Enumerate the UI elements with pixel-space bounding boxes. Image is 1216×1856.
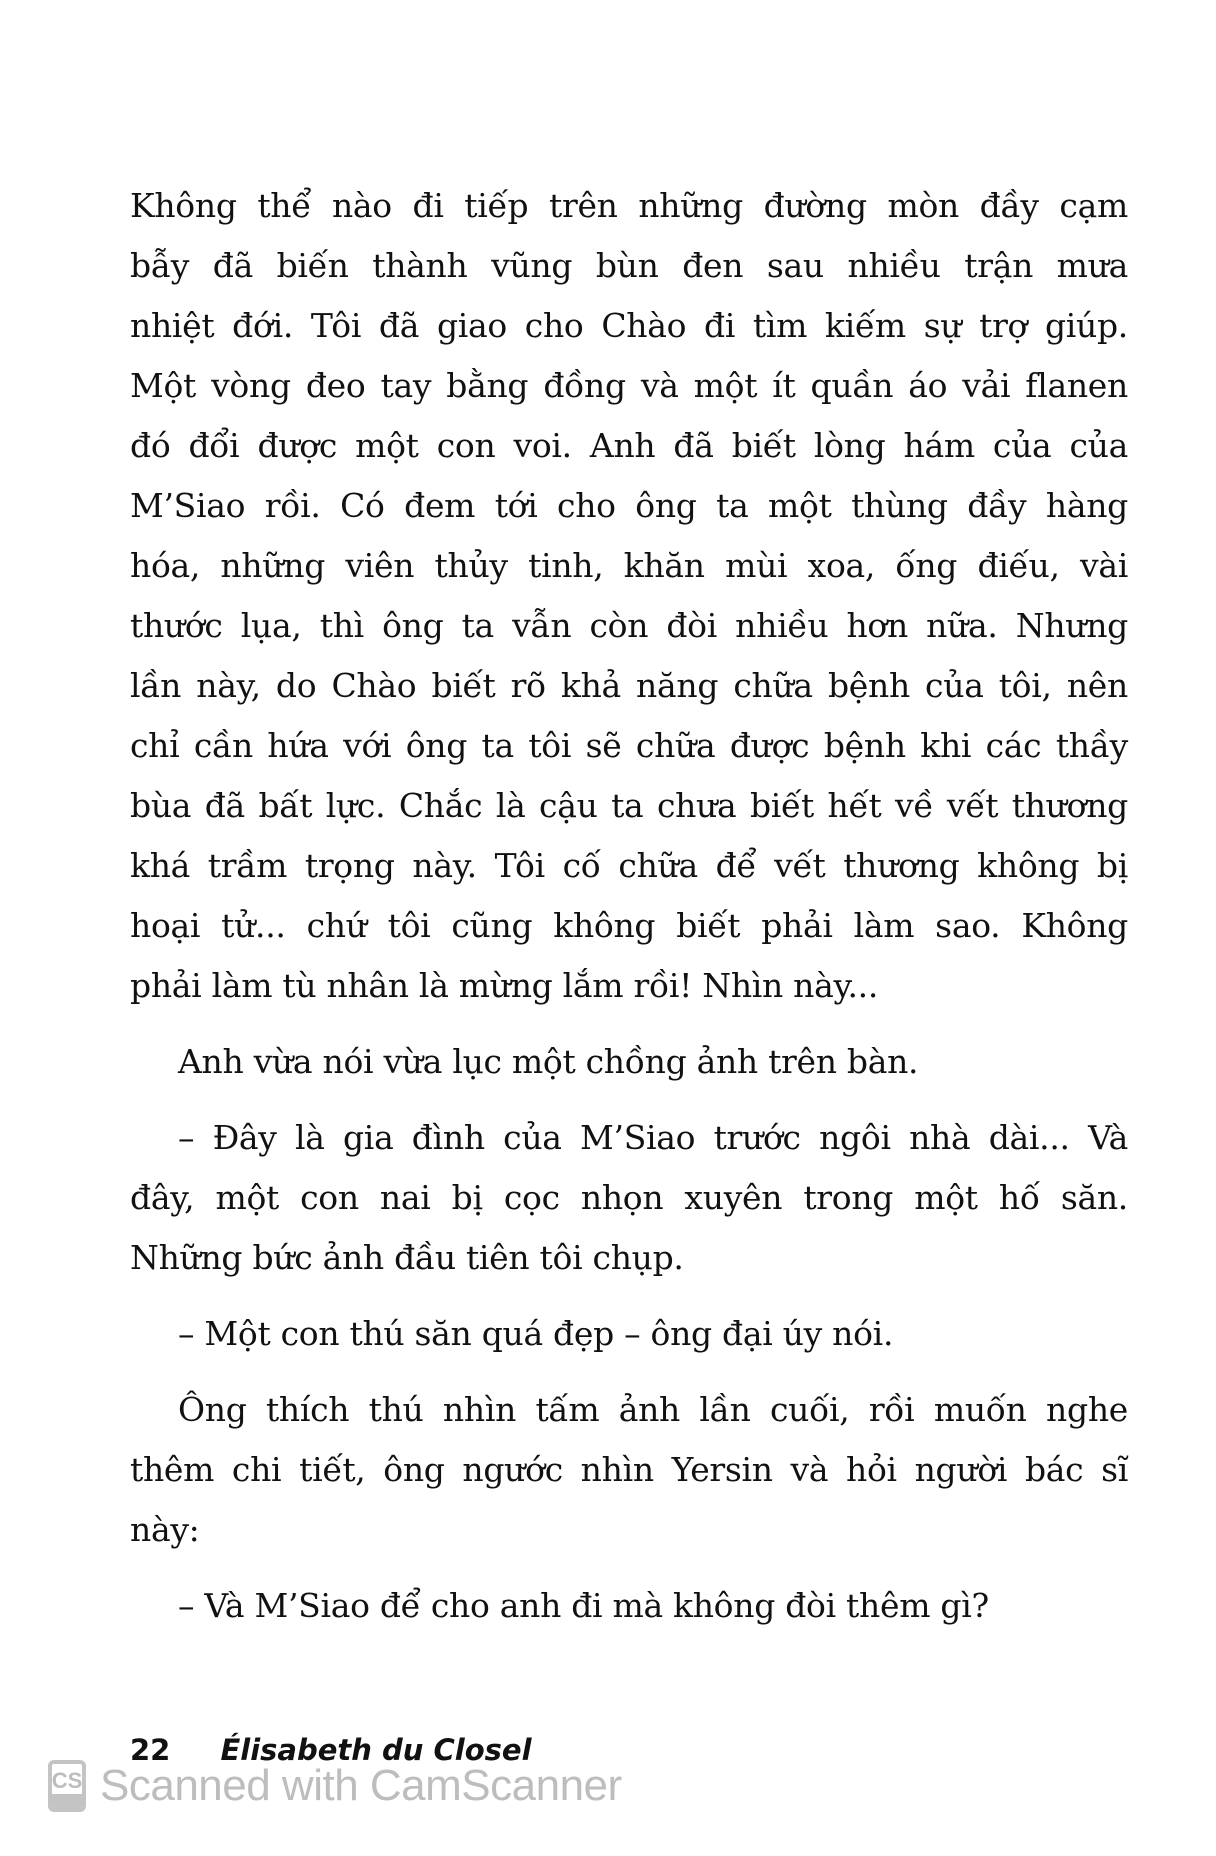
text-line: hóa, những viên thủy tinh, khăn mùi xoa, ống điếu, vài bbox=[130, 546, 1128, 585]
text-line: chỉ cần hứa với ông ta tôi sẽ chữa được bệnh khi các thầy bbox=[130, 726, 1128, 765]
text-line: Một vòng đeo tay bằng đồng và một ít quần áo vải flanen bbox=[130, 366, 1128, 405]
camscanner-watermark bbox=[48, 1760, 622, 1812]
paragraph-4 bbox=[130, 1304, 1128, 1364]
camscanner-logo-icon: CS bbox=[48, 1760, 86, 1812]
text-line: – Và M’Siao để cho anh đi mà không đòi thêm gì? bbox=[178, 1586, 989, 1625]
text-line: đó đổi được một con voi. Anh đã biết lòng hám của của bbox=[130, 426, 1128, 465]
text-line: Anh vừa nói vừa lục một chồng ảnh trên bàn. bbox=[178, 1042, 919, 1081]
text-line: lần này, do Chào biết rõ khả năng chữa bệnh của tôi, nên bbox=[130, 666, 1128, 705]
text-line: – Một con thú săn quá đẹp – ông đại úy nói. bbox=[178, 1314, 894, 1353]
paragraph-1 bbox=[130, 176, 1128, 1016]
page-body bbox=[130, 176, 1128, 1636]
page-number: 22 bbox=[130, 1733, 171, 1767]
paragraph-2 bbox=[130, 1032, 1128, 1092]
paragraph-3 bbox=[130, 1108, 1128, 1288]
text-line: – Đây là gia đình của M’Siao trước ngôi nhà dài... Và bbox=[178, 1118, 1128, 1157]
text-line: hoại tử... chứ tôi cũng không biết phải làm sao. Không bbox=[130, 906, 1128, 945]
text-line: phải làm tù nhân là mừng lắm rồi! Nhìn này... bbox=[130, 966, 879, 1005]
text-line: bẫy đã biến thành vũng bùn đen sau nhiều trận mưa bbox=[130, 246, 1128, 285]
paragraph-6 bbox=[130, 1576, 1128, 1636]
text-line: nhiệt đới. Tôi đã giao cho Chào đi tìm kiếm sự trợ giúp. bbox=[130, 306, 1128, 345]
text-line: bùa đã bất lực. Chắc là cậu ta chưa biết hết về vết thương bbox=[130, 786, 1128, 825]
author-name: Élisabeth du Closel bbox=[220, 1733, 532, 1767]
text-line: khá trầm trọng này. Tôi cố chữa để vết thương không bị bbox=[130, 846, 1128, 885]
watermark-text: Scanned with CamScanner bbox=[100, 1761, 622, 1810]
text-line: M’Siao rồi. Có đem tới cho ông ta một thùng đầy hàng bbox=[130, 486, 1128, 525]
paragraph-5 bbox=[130, 1380, 1128, 1560]
text-line: thước lụa, thì ông ta vẫn còn đòi nhiều hơn nữa. Nhưng bbox=[130, 606, 1128, 645]
text-line: đây, một con nai bị cọc nhọn xuyên trong một hố săn. bbox=[130, 1178, 1128, 1217]
text-line: Ông thích thú nhìn tấm ảnh lần cuối, rồi muốn nghe bbox=[178, 1390, 1128, 1429]
text-line: Những bức ảnh đầu tiên tôi chụp. bbox=[130, 1238, 684, 1277]
text-line: này: bbox=[130, 1510, 200, 1549]
text-line: thêm chi tiết, ông ngước nhìn Yersin và hỏi người bác sĩ bbox=[130, 1450, 1128, 1489]
text-line: Không thể nào đi tiếp trên những đường mòn đầy cạm bbox=[130, 186, 1128, 225]
